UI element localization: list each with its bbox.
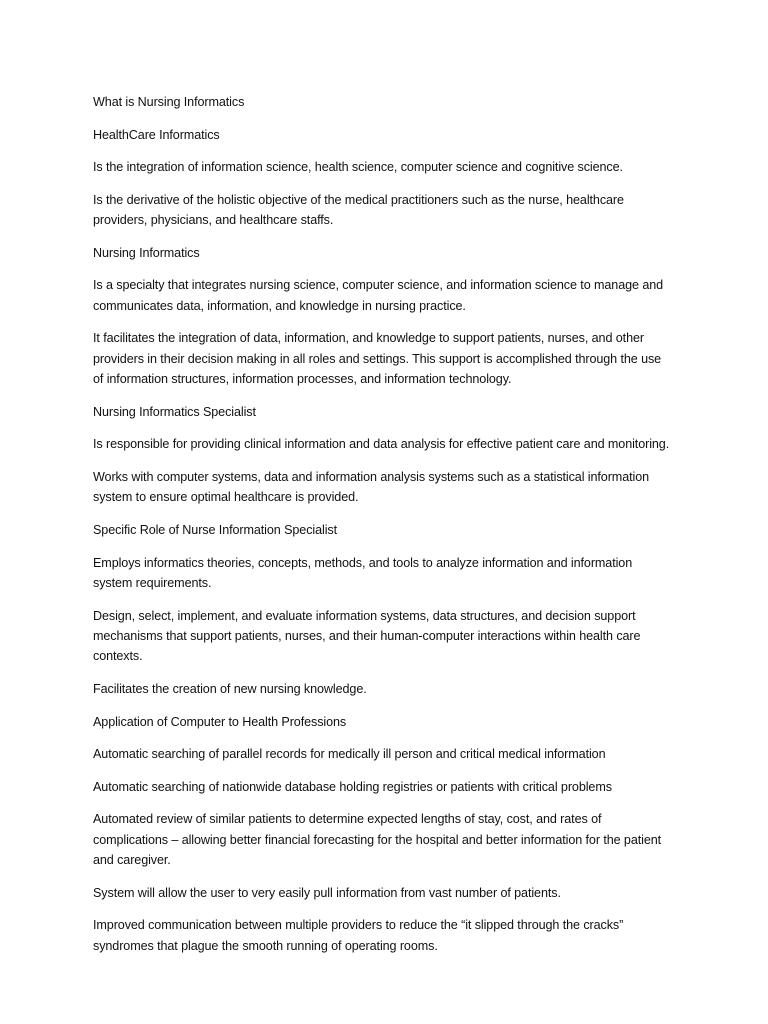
paragraph: System will allow the user to very easily pull information from vast number of patients. bbox=[93, 885, 561, 900]
paragraph: Automatic searching of parallel records for medically ill person and critical medical information bbox=[93, 747, 606, 762]
document-page bbox=[93, 92, 673, 968]
paragraph: Design, select, implement, and evaluate information systems, data structures, and decision support mechanisms that support patients, nurses, and their human-computer interactions within health care contexts. bbox=[93, 608, 641, 664]
paragraph: Employs informatics theories, concepts, methods, and tools to analyze information and information system requirements. bbox=[93, 555, 633, 590]
document-title: What is Nursing Informatics bbox=[93, 95, 245, 109]
paragraph: Is the integration of information science, health science, computer science and cognitive science. bbox=[93, 160, 623, 175]
paragraph: Automatic searching of nationwide database holding registries or patients with critical problems bbox=[93, 779, 612, 794]
section-heading-nursing-informatics-specialist: Nursing Informatics Specialist bbox=[93, 404, 256, 419]
paragraph: Works with computer systems, data and information analysis systems such as a statistical information system to ensure optimal healthcare is provided. bbox=[93, 469, 650, 505]
paragraph: It facilitates the integration of data, information, and knowledge to support patients, nurses, and other providers in their decision making in all roles and settings. This support is accomplished through the use of information structures, information processes, and information technology. bbox=[93, 331, 662, 387]
paragraph: Automated review of similar patients to determine expected lengths of stay, cost, and rates of complications – allowing better financial forecasting for the hospital and better information for the patient and caregiver. bbox=[93, 812, 662, 868]
paragraph: Facilitates the creation of new nursing knowledge. bbox=[93, 681, 367, 696]
section-heading-specific-role: Specific Role of Nurse Information Specialist bbox=[93, 522, 337, 537]
paragraph: Improved communication between multiple providers to reduce the “it slipped through the cracks” syndromes that plague the smooth running of operating rooms. bbox=[93, 918, 624, 953]
paragraph: Is a specialty that integrates nursing science, computer science, and information science to manage and communicates data, information, and knowledge in nursing practice. bbox=[93, 278, 664, 313]
paragraph: Is responsible for providing clinical information and data analysis for effective patient care and monitoring. bbox=[93, 437, 670, 452]
section-heading-application-of-computer: Application of Computer to Health Professions bbox=[93, 714, 347, 729]
paragraph: Is the derivative of the holistic objective of the medical practitioners such as the nurse, healthcare providers, physicians, and healthcare staffs. bbox=[93, 192, 624, 228]
section-heading-nursing-informatics: Nursing Informatics bbox=[93, 245, 200, 260]
section-heading-healthcare-informatics: HealthCare Informatics bbox=[93, 127, 220, 142]
